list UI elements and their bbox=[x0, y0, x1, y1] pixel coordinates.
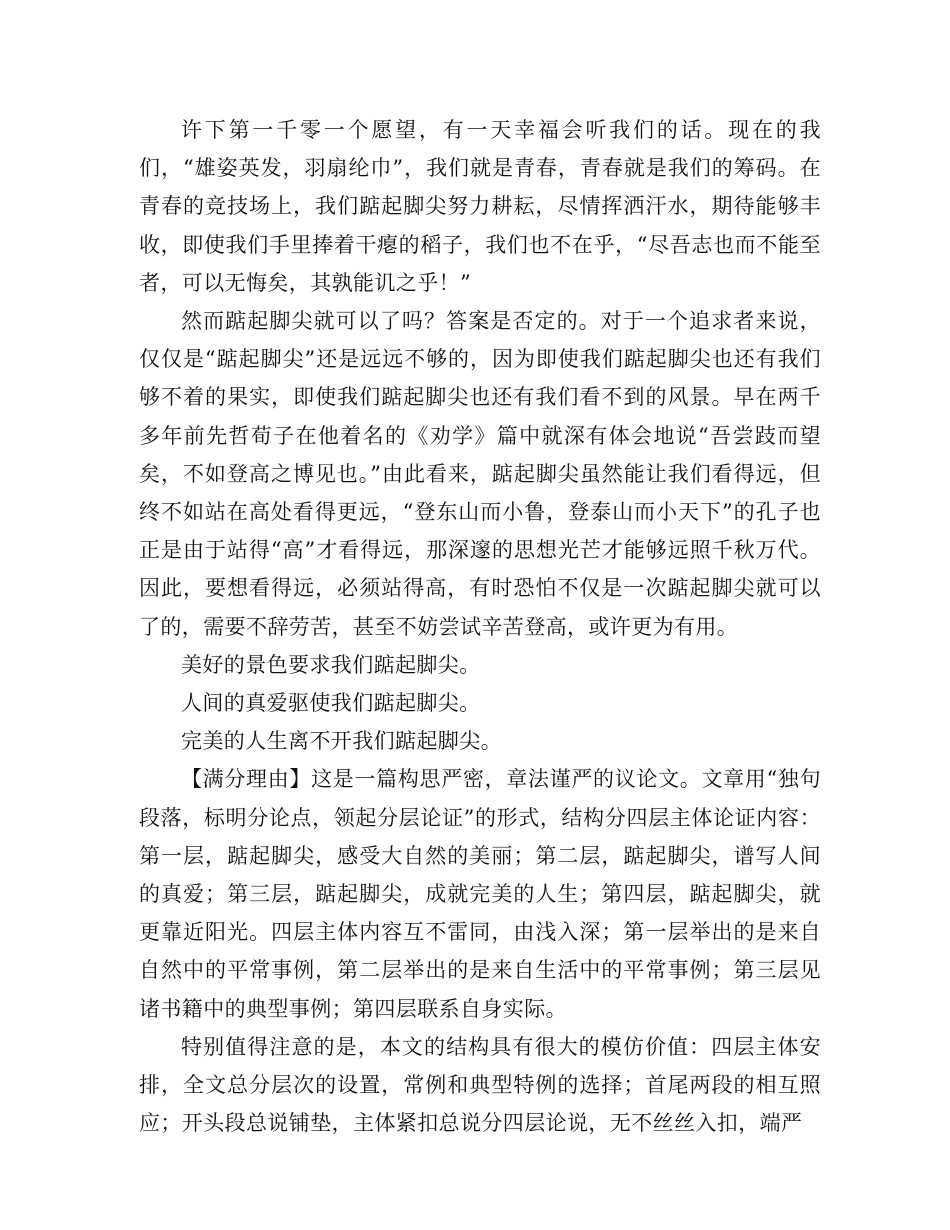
document-body bbox=[139, 111, 821, 1142]
paragraph-structure-note: 特别值得注意的是，本文的结构具有很大的模仿价值：四层主体安排，全文总分层次的设置，常例和典型特例的选择；首尾两段的相互照应；开头段总说铺垫，主体紧扣总说分四层论说，无不丝丝入扣，端严 bbox=[139, 1034, 821, 1136]
paragraph-true-love: 人间的真爱驱使我们踮起脚尖。 bbox=[181, 691, 481, 716]
paragraph-beautiful-scenery: 美好的景色要求我们踮起脚尖。 bbox=[181, 652, 481, 677]
paragraph-full-score-reason: 【满分理由】这是一篇构思严密，章法谨严的议论文。文章用“独句段落，标明分论点，领起分层论证”的形式，结构分四层主体论证内容：第一层，踮起脚尖，感受大自然的美丽；第二层，踮起脚尖，谱写人间的真爱；第三层，踮起脚尖，成就完美的人生；第四层，踮起脚尖，就更靠近阳光。四层主体内容互不雷同，由浅入深；第一层举出的是来自自然中的平常事例，第二层举出的是来自生活中的平常事例；第三层见诸书籍中的典型事例；第四层联系自身实际。 bbox=[139, 767, 821, 1021]
paragraph-tiptoe-not-enough: 然而踮起脚尖就可以了吗？答案是否定的。对于一个追求者来说，仅仅是“踮起脚尖”还是远远不够的，因为即使我们踮起脚尖也还有我们够不着的果实，即使我们踮起脚尖也还有我们看不到的风景。早在两千多年前先哲荀子在他着名的《劝学》篇中就深有体会地说“吾尝跂而望矣，不如登高之博见也。”由此看来，踮起脚尖虽然能让我们看得远，但终不如站在高处看得更远，“登东山而小鲁，登泰山而小天下”的孔子也正是由于站得“高”才看得远，那深邃的思想光芒才能够远照千秋万代。因此，要想看得远，必须站得高，有时恐怕不仅是一次踮起脚尖就可以了的，需要不辞劳苦，甚至不妨尝试辛苦登高，或许更为有用。 bbox=[139, 309, 821, 639]
paragraph-wish: 许下第一千零一个愿望，有一天幸福会听我们的话。现在的我们，“雄姿英发，羽扇纶巾”，我们就是青春，青春就是我们的筹码。在青春的竞技场上，我们踮起脚尖努力耕耘，尽情挥洒汗水，期待能够丰收，即使我们手里捧着干瘪的稻子，我们也不在乎，“尽吾志也而不能至者，可以无悔矣，其孰能讥之乎！” bbox=[139, 118, 821, 295]
paragraph-perfect-life: 完美的人生离不开我们踮起脚尖。 bbox=[181, 729, 502, 754]
